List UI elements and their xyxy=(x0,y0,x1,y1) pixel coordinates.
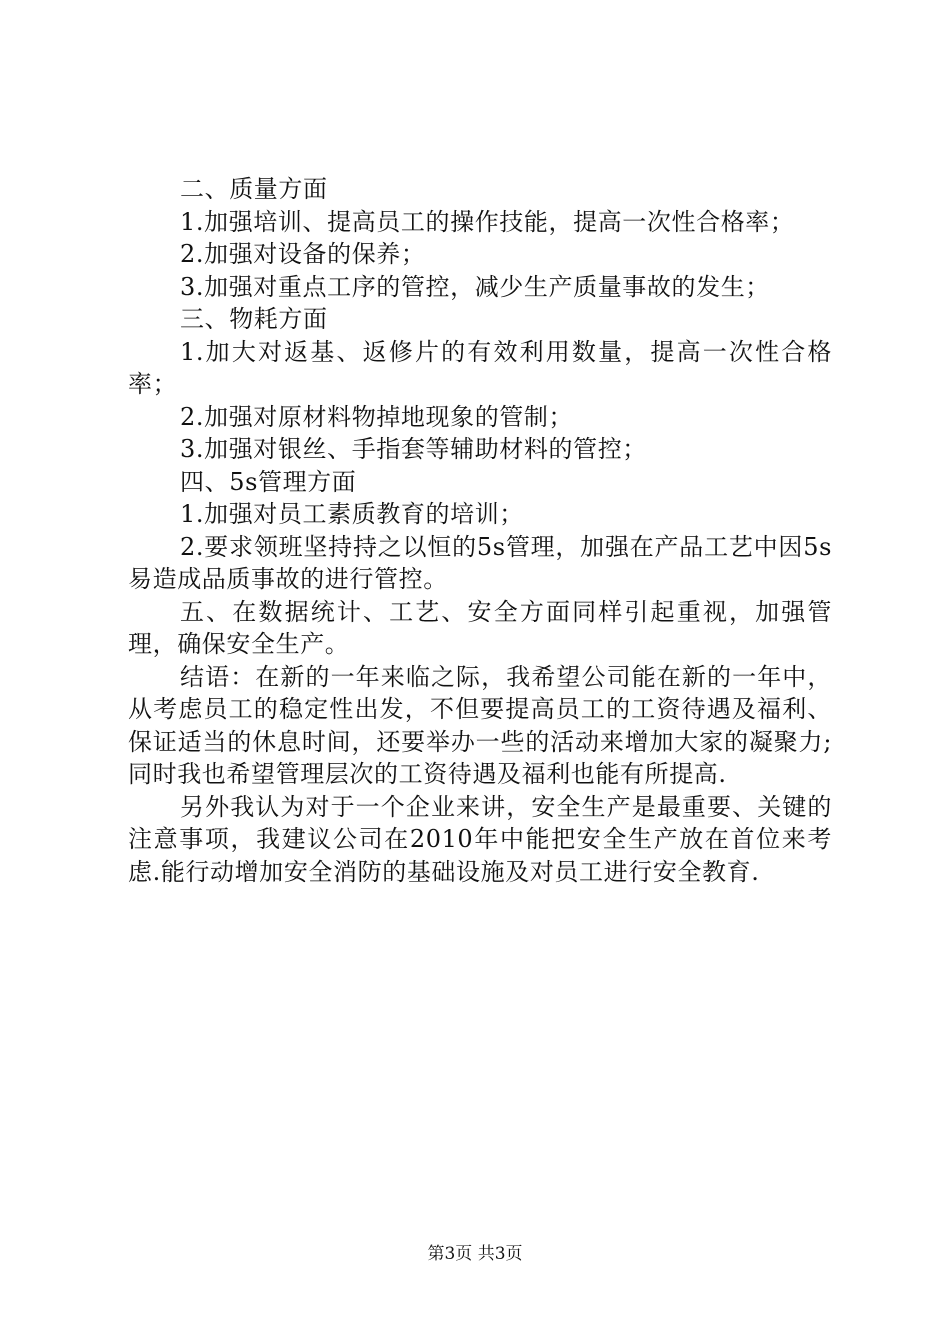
consumption-item-2: 2.加强对原材料物掉地现象的管制； xyxy=(180,402,574,431)
section-heading-5s: 四、5s管理方面 xyxy=(180,467,357,496)
5s-item-1: 1.加强对员工素质教育的培训； xyxy=(180,500,524,528)
page-number-footer: 第3页 共3页 xyxy=(427,1244,523,1264)
quality-item-1: 1.加强培训、提高员工的操作技能，提高一次性合格率； xyxy=(180,207,795,236)
safety-paragraph: 另外我认为对于一个企业来讲，安全生产是最重要、关键的注意事项，我建议公司在2010年中能把安全生产放在首位来考虑.能行动增加安全消防的基础设施及对员工进行安全教育. xyxy=(128,792,832,886)
conclusion-paragraph: 结语：在新的一年来临之际，我希望公司能在新的一年中，从考虑员工的稳定性出发，不但要提高员工的工资待遇及福利、保证适当的休息时间，还要举办一些的活动来增加大家的凝聚力;同时我也希望管理层次的工资待遇及福利也能有所提高. xyxy=(128,662,832,788)
document-body xyxy=(128,173,832,888)
quality-item-3: 3.加强对重点工序的管控，减少生产质量事故的发生； xyxy=(180,272,770,301)
consumption-item-1: 1.加大对返基、返修片的有效利用数量，提高一次性合格率； xyxy=(128,337,832,398)
consumption-item-3: 3.加强对银丝、手指套等辅助材料的管控； xyxy=(180,435,647,463)
section-heading-quality: 二、质量方面 xyxy=(180,175,328,203)
quality-item-2: 2.加强对设备的保养； xyxy=(180,240,426,268)
section-heading-consumption: 三、物耗方面 xyxy=(180,305,328,333)
section-heading-statistics: 五、在数据统计、工艺、安全方面同样引起重视，加强管理，确保安全生产。 xyxy=(128,597,832,658)
5s-item-2: 2.要求领班坚持持之以恒的5s管理，加强在产品工艺中因5s易造成品质事故的进行管控。 xyxy=(128,532,832,593)
